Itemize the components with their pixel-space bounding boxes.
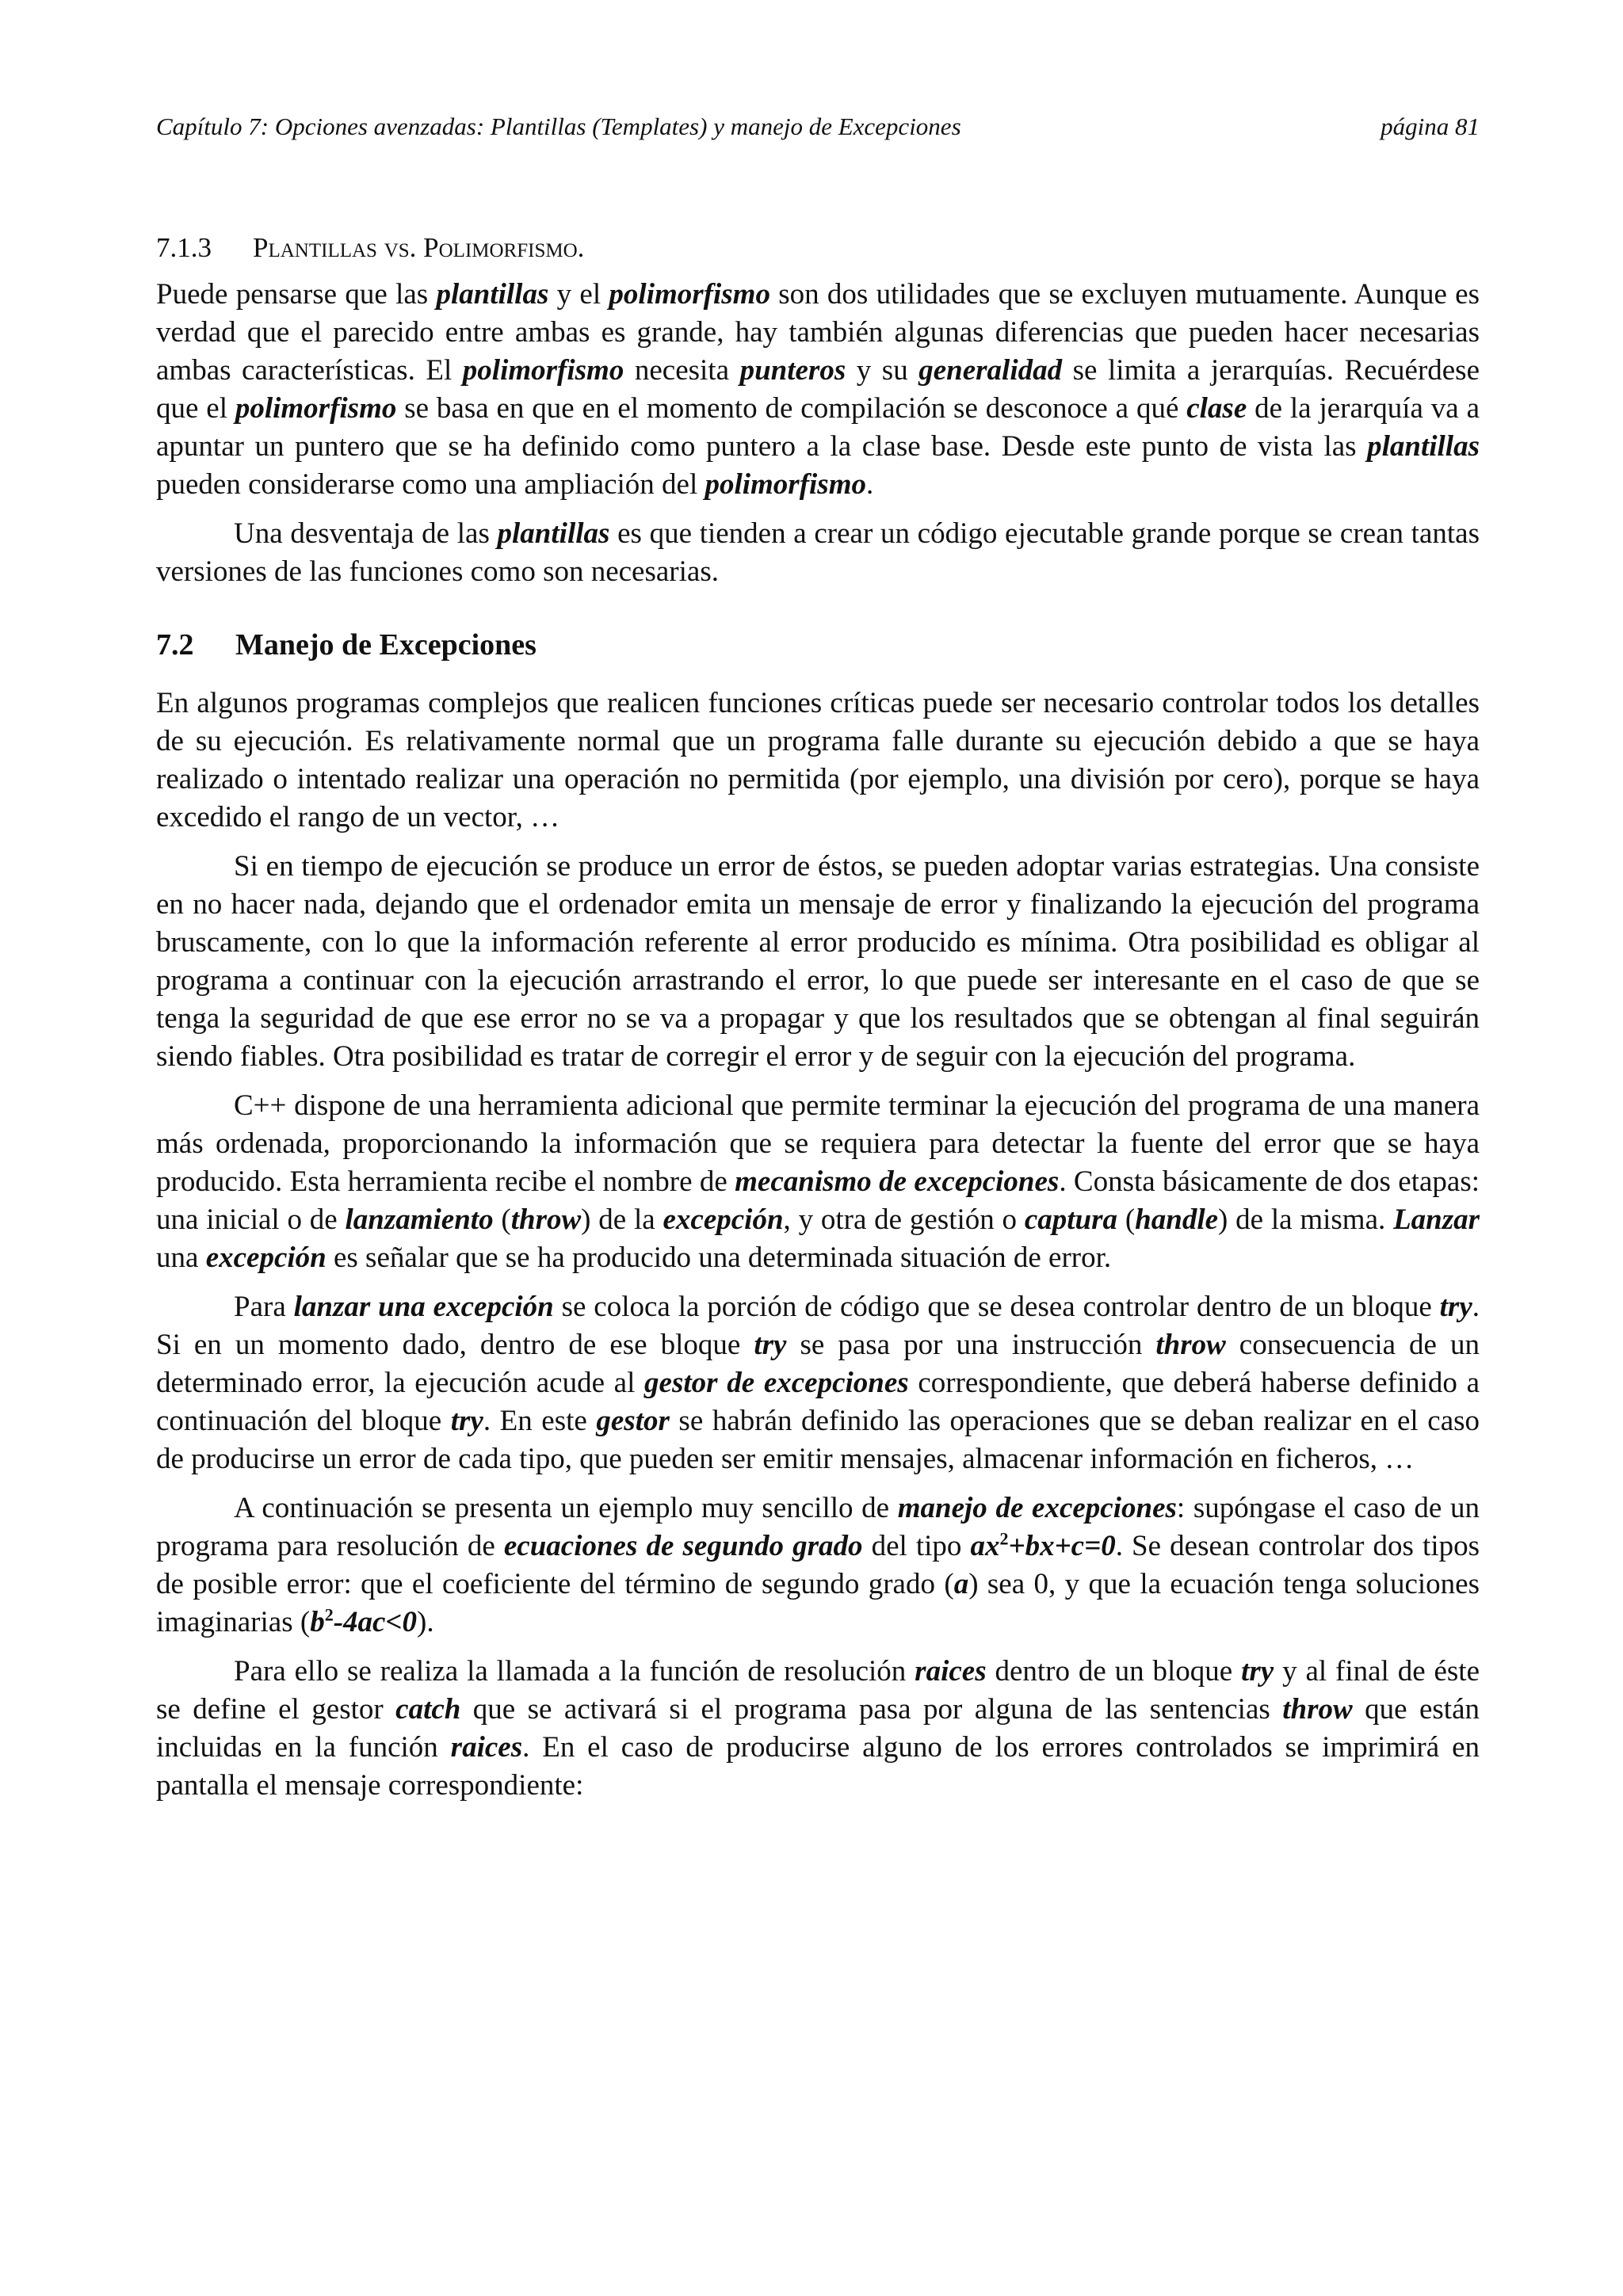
section-title: Manejo de Excepciones (235, 628, 537, 662)
paragraph-example-quadratic: A continuación se presenta un ejemplo muy sencillo de manejo de excepciones: supóngase el caso de un programa para resolución de ecuaciones de segundo grado del tipo $ax^2+bx+c=0$. Se desean controlar dos tipos de posible error: que el coeficiente del término de segundo grado (a) sea 0, y que la ecuación tenga soluciones imaginarias $(b^2-4ac<0)$. (156, 1492, 1480, 1638)
paragraph-raices-catch: Para ello se realiza la llamada a la función de resolución raices dentro de un bloque try y al final de éste se define el gestor catch que se activará si el programa pasa por alguna de las sentencias throw que están incluidas en la función raices. En el caso de producirse alguno de los errores controlados se imprimirá en pantalla el mensaje correspondiente: (156, 1655, 1480, 1802)
subsection-heading (156, 230, 1480, 266)
page-content (156, 230, 1480, 1816)
page-number: página 81 (1381, 113, 1480, 140)
paragraph-templates-vs-polymorphism: Puede pensarse que las plantillas y el polimorfismo son dos utilidades que se excluyen mutuamente. Aunque es verdad que el parecido entre ambas es grande, hay también algunas diferencias que pueden hacer necesarias ambas características. El polimorfismo necesita punteros y su generalidad se limita a jerarquías. Recuérdese que el polimorfismo se basa en que en el momento de compilación se desconoce a qué clase de la jerarquía va a apuntar un puntero que se ha definido como puntero a la clase base. Desde este punto de vista las plantillas pueden considerarse como una ampliación del polimorfismo. (156, 278, 1480, 501)
paragraph-exception-mechanism: C++ dispone de una herramienta adicional que permite terminar la ejecución del programa de una manera más ordenada, proporcionando la información que se requiera para detectar la fuente del error que se haya producido. Esta herramienta recibe el nombre de mecanismo de excepciones. Consta básicamente de dos etapas: una inicial o de lanzamiento (throw) de la excepción, y otra de gestión o captura (handle) de la misma. Lanzar una excepción es señalar que se ha producido una determinada situación de error. (156, 1089, 1480, 1274)
paragraph-error-strategies: Si en tiempo de ejecución se produce un error de éstos, se pueden adoptar varias estrategias. Una consiste en no hacer nada, dejando que el ordenador emita un mensaje de error y finalizando la ejecución del programa bruscamente, con lo que la información referente al error producido es mínima. Otra posibilidad es obligar al programa a continuar con la ejecución arrastrando el error, lo que puede ser interesante en el caso de que se tenga la seguridad de que ese error no se va a propagar y que los resultados que se obtengan al final seguirán siendo fiables. Otra posibilidad es tratar de corregir el error y de seguir con la ejecución del programa. (156, 850, 1480, 1073)
section-number: 7.2 (156, 628, 194, 662)
subsection-number: 7.1.3 (156, 232, 212, 263)
paragraph-templates-disadvantage: Una desventaja de las plantillas es que tienden a crear un código ejecutable grande porque se crean tantas versiones de las funciones como son necesarias. (156, 517, 1480, 588)
chapter-title: Capítulo 7: Opciones avenzadas: Plantillas (Templates) y manejo de Excepciones (156, 113, 961, 140)
section-heading (156, 626, 1480, 664)
paragraph-exceptions-intro: En algunos programas complejos que realicen funciones críticas puede ser necesario controlar todos los detalles de su ejecución. Es relativamente normal que un programa falle durante su ejecución debido a que se haya realizado o intentado realizar una operación no permitida (por ejemplo, una división por cero), porque se haya excedido el rango de un vector, … (156, 687, 1480, 833)
running-header (156, 111, 1480, 143)
subsection-title: Plantillas vs. Polimorfismo. (253, 232, 585, 263)
paragraph-throw-try: Para lanzar una excepción se coloca la porción de código que se desea controlar dentro de un bloque try. Si en un momento dado, dentro de ese bloque try se pasa por una instrucción throw consecuencia de un determinado error, la ejecución acude al gestor de excepciones correspondiente, que deberá haberse definido a continuación del bloque try. En este gestor se habrán definido las operaciones que se deban realizar en el caso de producirse un error de cada tipo, que pueden ser emitir mensajes, almacenar información en ficheros, … (156, 1291, 1480, 1475)
